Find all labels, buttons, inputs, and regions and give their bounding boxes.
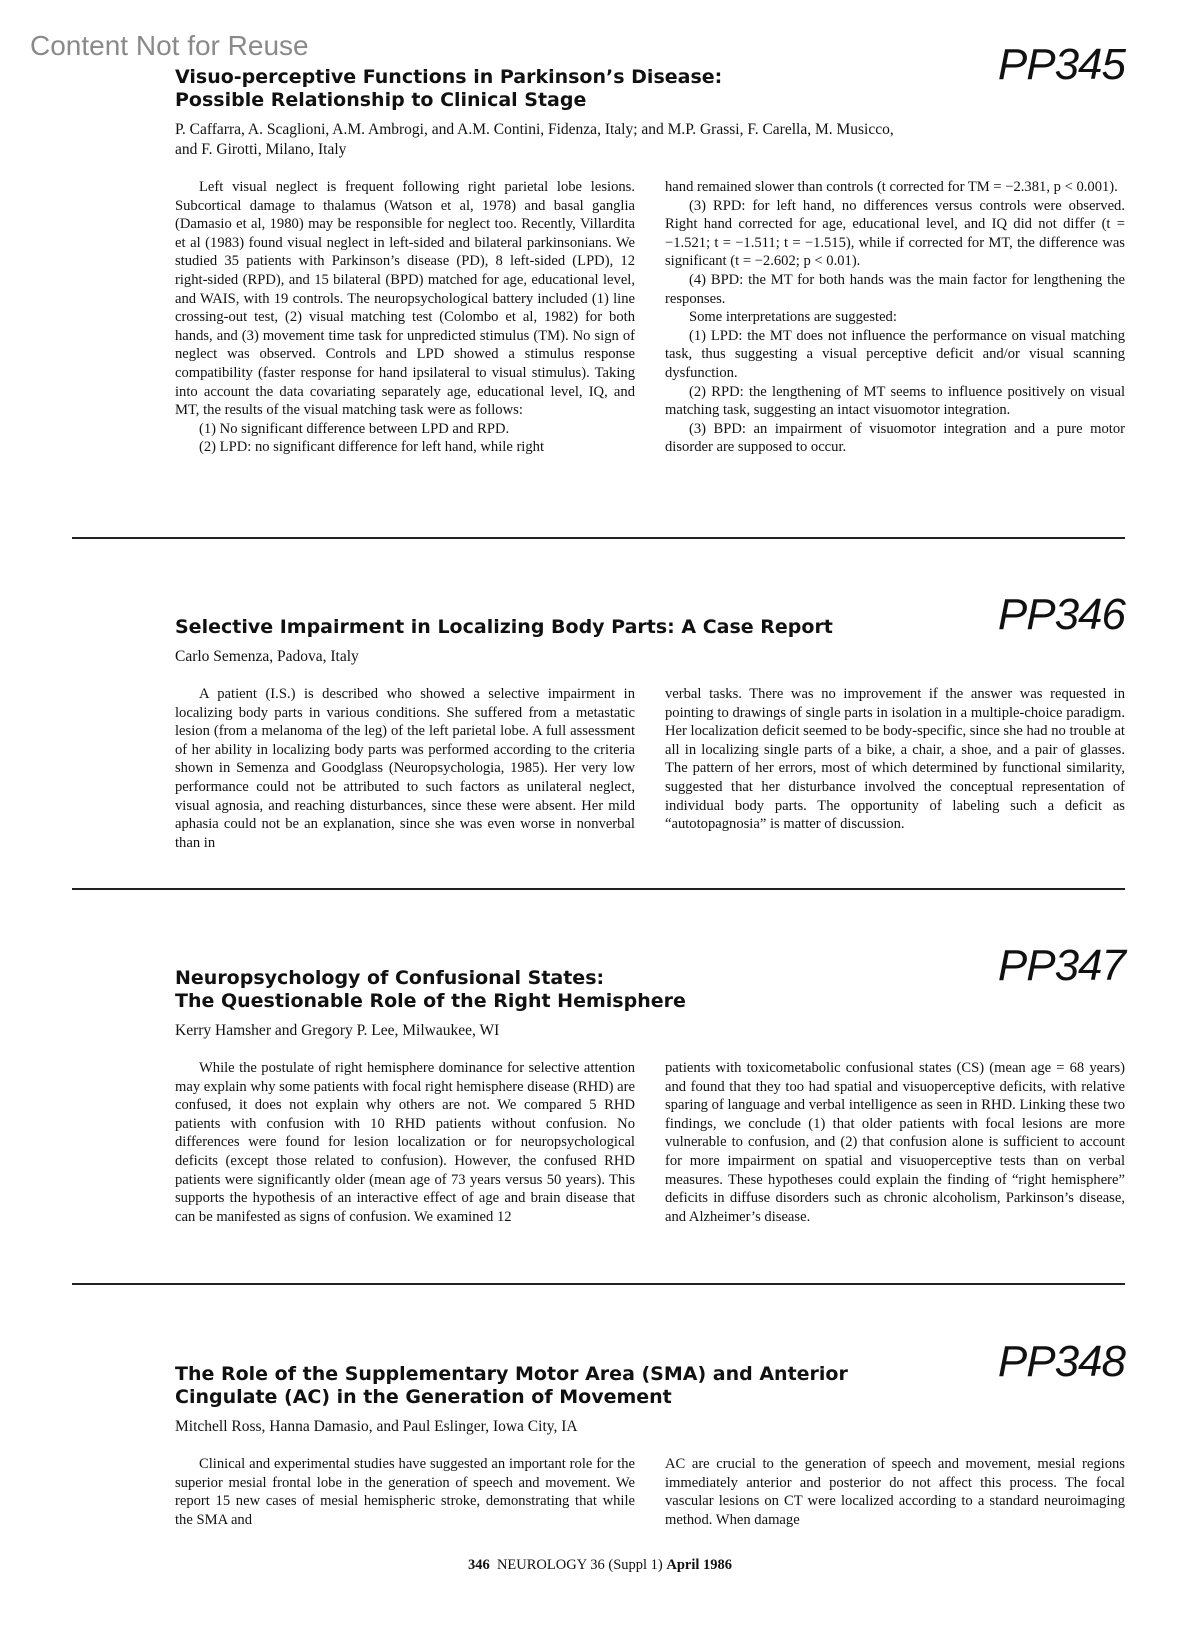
abstract-pp348	[175, 1337, 1125, 1529]
paragraph: (3) BPD: an impairment of visuomotor integration and a pure motor disorder are supposed to occur.	[665, 420, 1125, 456]
abstract-authors	[175, 1417, 1035, 1437]
page-footer	[0, 1557, 1200, 1574]
paragraph: hand remained slower than controls (t corrected for TM = −2.381, p < 0.001).	[665, 179, 1118, 195]
abstract-body	[175, 178, 1125, 457]
paragraph: (2) LPD: no significant difference for left hand, while right	[199, 439, 545, 456]
authors-line: Mitchell Ross, Hanna Damasio, and Paul Eslinger, Iowa City, IA	[175, 1418, 578, 1435]
abstract-title	[175, 616, 935, 639]
abstract-pp346	[175, 590, 1125, 852]
left-column	[175, 685, 635, 852]
paragraph: While the postulate of right hemisphere dominance for selective attention may explain why some patients with focal right hemisphere disease (RHD) are confused, it does not explain why others are not. We compared 5 RHD patients with confusion with 10 RHD patients without confusion. No differences were found for lesion localization or for neuropsychological deficits (except those related to confusion). However, the confused RHD patients were significantly older (mean age of 73 years versus 50 years). This supports the hypothesis of an interactive effect of age and brain disease that can be manifested as signs of confusion. We examined 12	[175, 1060, 635, 1225]
abstract-authors	[175, 647, 1035, 667]
title-line: Neuropsychology of Confusional States:	[175, 967, 605, 989]
watermark: Content Not for Reuse	[30, 30, 309, 61]
paragraph: Left visual neglect is frequent following right parietal lobe lesions. Subcortical damage to thalamus (Watson et al, 1978) and basal ganglia (Damasio et al, 1980) may be responsible for neglect too. Recently, Villardita et al (1983) found visual neglect in left-sided and bilateral parkinsonians. We studied 35 patients with Parkinson’s disease (PD), 8 left-sided (LPD), 12 right-sided (RPD), and 15 bilateral (BPD) matched for age, educational level, and WAIS, with 19 controls. The neuropsychological battery included (1) line crossing-out test, (2) visual matching test (Colombo et al, 1982) for both hands, and (3) movement time task for unpredicted stimulus (TM). No sign of neglect was observed. Controls and LPD showed a stimulus response compatibility (faster response for hand ipsilateral to visual stimulus). Taking into account the data covariating separately age, educational level, IQ, and MT, the results of the visual matching task were as follows:	[175, 179, 635, 419]
journal-name: NEUROLOGY 36 (Suppl 1)	[496, 1557, 663, 1573]
left-column	[175, 1059, 635, 1226]
title-line: Cingulate (AC) in the Generation of Movement	[175, 1386, 672, 1408]
title-line: The Questionable Role of the Right Hemisphere	[175, 990, 686, 1012]
paragraph: Some interpretations are suggested:	[689, 309, 897, 326]
right-column	[665, 178, 1125, 457]
paragraph: AC are crucial to the generation of speech and movement, mesial regions immediately anterior and posterior do not affect this process. The focal vascular lesions on CT were localized according to a standard neuroimaging method. When damage	[665, 1456, 1125, 1528]
right-column	[665, 1059, 1125, 1226]
paragraph: (1) No significant difference between LPD and RPD.	[199, 420, 510, 437]
abstract-pp345	[175, 40, 1125, 457]
paragraph: verbal tasks. There was no improvement if the answer was requested in pointing to drawings of single parts in isolation in a multiple-choice paradigm. Her localization deficit seemed to be body-specific, since she had no trouble at all in localizing single parts of a bike, a chair, a shoe, and a pair of glasses. The pattern of her errors, most of which determined by functional similarity, suggested that her disturbance involved the conceptual representation of individual body parts. The opportunity of labeling such a deficit as “autotopagnosia” is matter of discussion.	[665, 686, 1125, 833]
section-divider	[72, 1283, 1125, 1285]
paragraph: (3) RPD: for left hand, no differences versus controls were observed. Right hand corrected for age, educational level, and IQ did not differ (t = −1.521; t = −1.511; t = −1.515), while if corrected for MT, the difference was significant (t = −2.602; p < 0.01).	[665, 197, 1125, 270]
issue-date: April 1986	[666, 1557, 733, 1573]
authors-line: Kerry Hamsher and Gregory P. Lee, Milwaukee, WI	[175, 1022, 500, 1039]
paragraph: (2) RPD: the lengthening of MT seems to influence positively on visual matching task, suggesting an intact visuomotor integration.	[665, 383, 1125, 419]
left-column	[175, 1455, 635, 1529]
abstract-code: PP346	[997, 590, 1125, 639]
authors-line: Carlo Semenza, Padova, Italy	[175, 648, 359, 665]
title-line: The Role of the Supplementary Motor Area (SMA) and Anterior	[175, 1363, 848, 1385]
title-line: Possible Relationship to Clinical Stage	[175, 89, 587, 111]
abstract-body	[175, 1059, 1125, 1226]
authors-line: and F. Girotti, Milano, Italy	[175, 141, 347, 158]
paragraph: (1) LPD: the MT does not influence the performance on visual matching task, thus suggesting a visual perceptive deficit and/or visual scanning dysfunction.	[665, 327, 1125, 381]
abstract-body	[175, 685, 1125, 852]
left-column	[175, 178, 635, 457]
authors-line: P. Caffarra, A. Scaglioni, A.M. Ambrogi, and A.M. Contini, Fidenza, Italy; and M.P. Grassi, F. Carella, M. Musicco,	[175, 121, 894, 138]
abstract-code: PP347	[997, 941, 1125, 990]
abstract-title	[175, 967, 935, 1013]
paragraph: (4) BPD: the MT for both hands was the main factor for lengthening the responses.	[665, 271, 1125, 307]
right-column	[665, 1455, 1125, 1529]
title-line: Selective Impairment in Localizing Body Parts: A Case Report	[175, 616, 833, 638]
paragraph: Clinical and experimental studies have suggested an important role for the superior mesial frontal lobe in the generation of speech and movement. We report 15 new cases of mesial hemispheric stroke, demonstrating that while the SMA and	[175, 1456, 635, 1528]
abstract-code: PP345	[997, 40, 1125, 89]
abstract-code: PP348	[997, 1337, 1125, 1386]
title-line: Visuo-perceptive Functions in Parkinson’s Disease:	[175, 66, 723, 88]
abstract-pp347	[175, 941, 1125, 1226]
section-divider	[72, 888, 1125, 890]
right-column	[665, 685, 1125, 852]
page-number: 346	[467, 1557, 490, 1573]
abstract-title	[175, 1363, 935, 1409]
paragraph: A patient (I.S.) is described who showed a selective impairment in localizing body parts in various conditions. She suffered from a metastatic lesion (from a melanoma of the leg) of the left parietal lobe. A full assessment of her ability in localizing body parts was performed according to the criteria shown in Semenza and Goodglass (Neuropsychologia, 1985). Her very low performance could not be attributed to such factors as unilateral neglect, visual agnosia, and reaching disturbances, since these were absent. Her mild aphasia could not be an explanation, since she was even worse in nonverbal than in	[175, 686, 635, 851]
abstract-authors	[175, 1021, 1035, 1041]
abstract-body	[175, 1455, 1125, 1529]
section-divider	[72, 537, 1125, 539]
paragraph: patients with toxicometabolic confusional states (CS) (mean age = 68 years) and found that they too had spatial and visuoperceptive deficits, with relative sparing of language and verbal intelligence as seen in RHD. Linking these two findings, we conclude (1) that older patients with focal lesions are more vulnerable to confusion, and (2) that confusion alone is sufficient to account for more impairment on spatial and visuoperceptive tests than on verbal measures. These hypotheses could explain the finding of “right hemisphere” deficits in diffuse disorders such as chronic alcoholism, Parkinson’s disease, and Alzheimer’s disease.	[665, 1060, 1125, 1225]
abstract-title	[175, 66, 935, 112]
abstract-authors	[175, 120, 1035, 160]
